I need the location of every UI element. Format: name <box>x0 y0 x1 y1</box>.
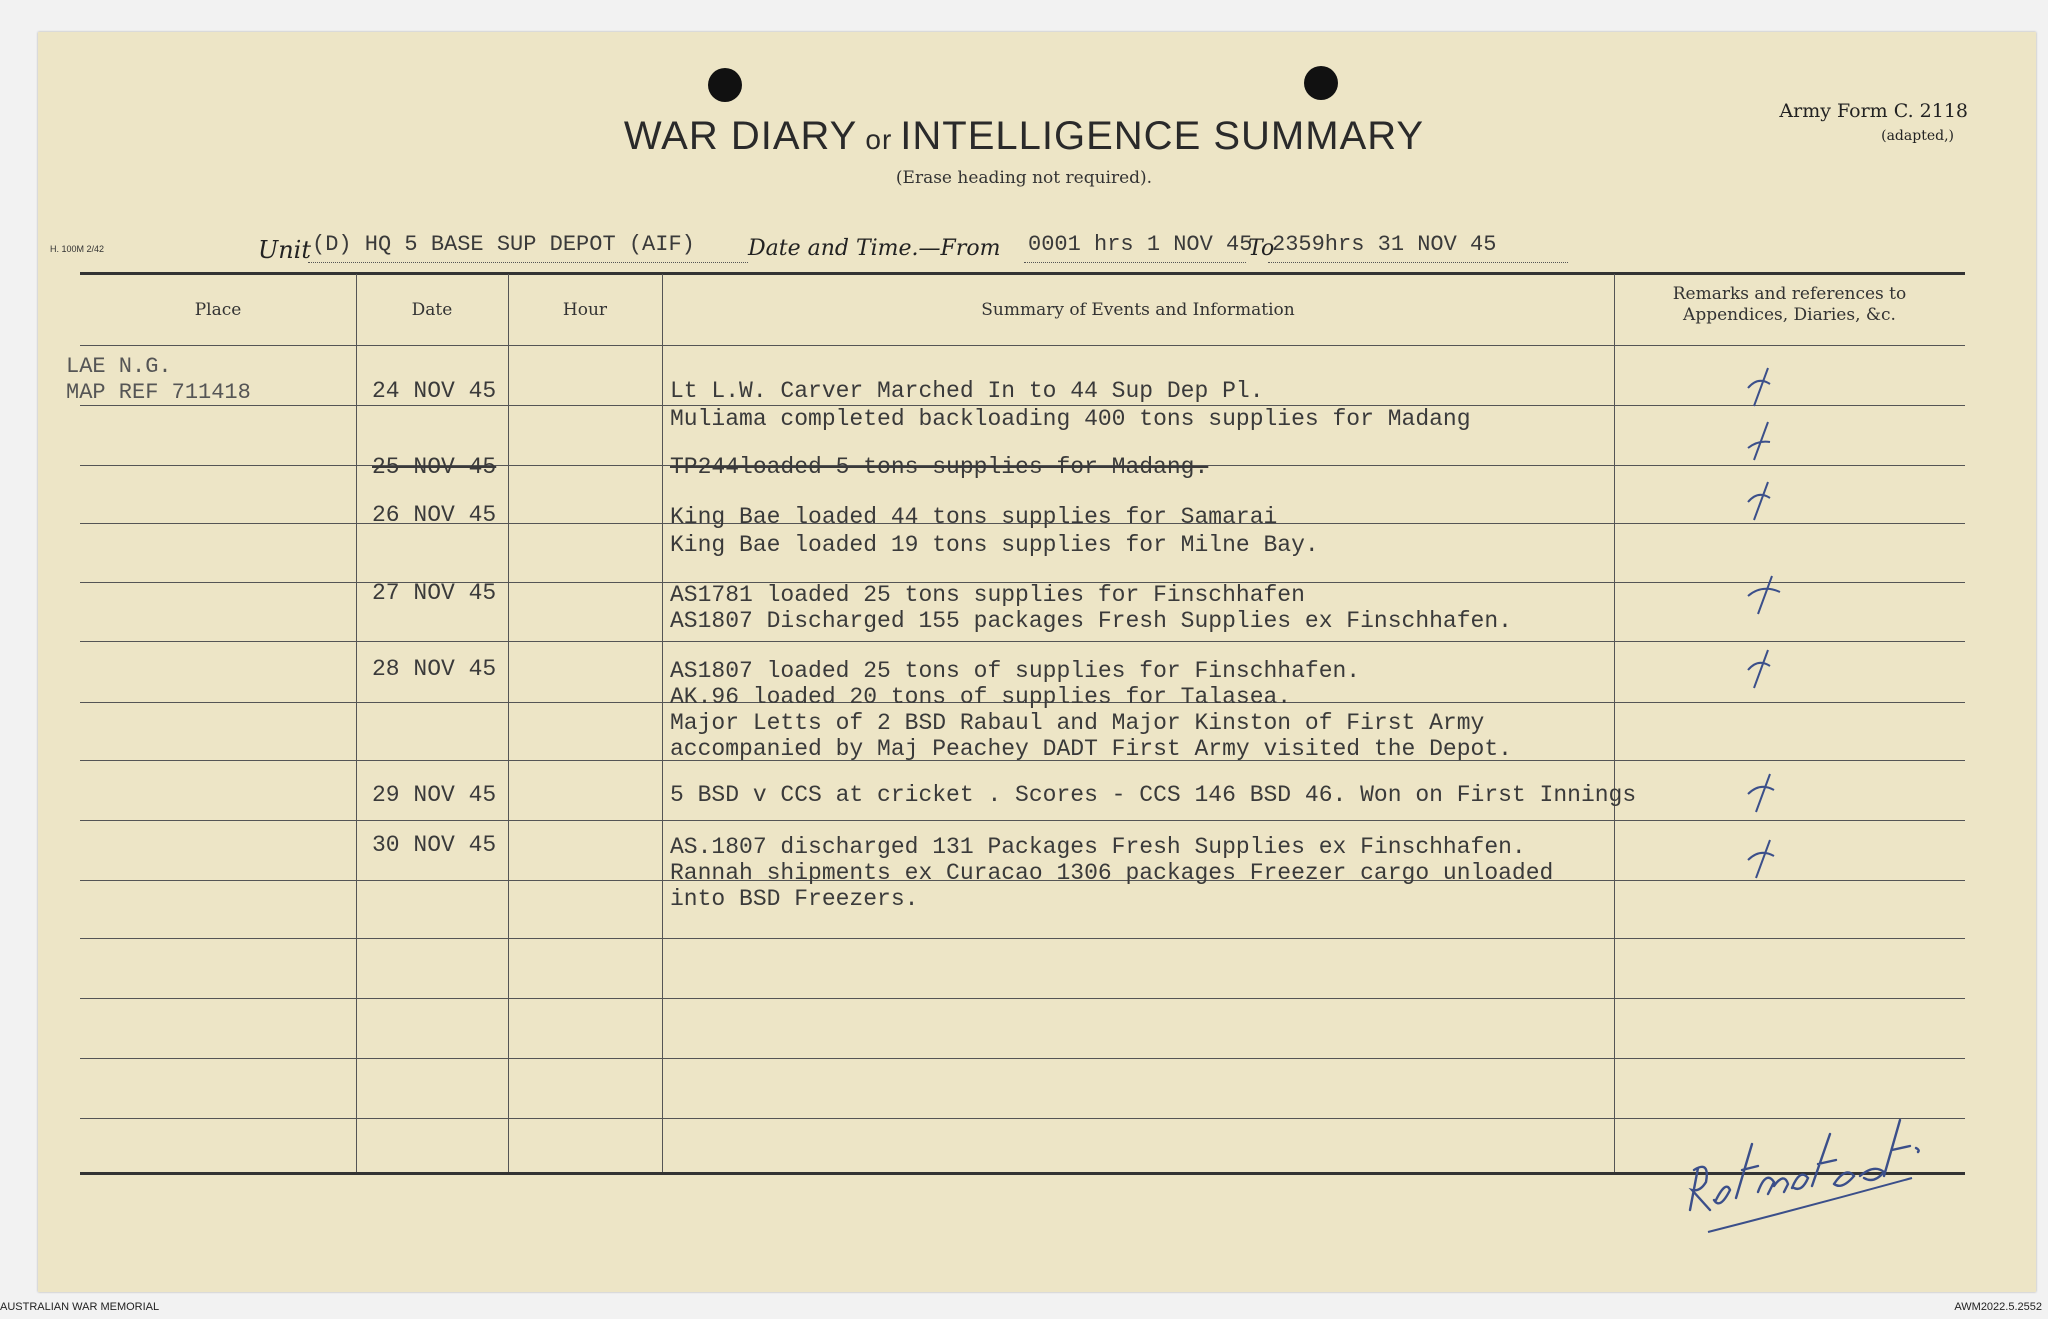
column-divider <box>662 274 663 1172</box>
archive-reference: AWM2022.5.2552 <box>1954 1301 2042 1313</box>
date-cell: 24 NOV 45 <box>372 378 497 404</box>
col-header-hour: Hour <box>562 300 608 320</box>
table-top-rule <box>80 272 1965 275</box>
summary-line: Lt L.W. Carver Marched In to 44 Sup Dep Pl. <box>670 378 1264 404</box>
summary-line: Major Letts of 2 BSD Rabaul and Major Kinston of First Army <box>670 710 1485 736</box>
place-cell: LAE N.G. MAP REF 711418 <box>66 354 251 405</box>
summary-line: AS.1807 discharged 131 Packages Fresh Supplies ex Finschhafen. <box>670 834 1526 860</box>
summary-line: AK.96 loaded 20 tons of supplies for Talasea. <box>670 684 1292 710</box>
date-time-label: Date and Time.—From <box>748 236 1001 261</box>
pencil-tick-mark <box>1744 572 1786 618</box>
date-cell: 26 NOV 45 <box>372 502 497 528</box>
unit-value: (D) HQ 5 BASE SUP DEPOT (AIF) <box>312 232 695 257</box>
pencil-tick-mark <box>1740 646 1782 692</box>
punch-hole-right <box>1304 66 1338 100</box>
pencil-tick-mark <box>1740 418 1782 464</box>
col-header-place: Place <box>194 300 242 320</box>
date-cell: 27 NOV 45 <box>372 580 497 606</box>
summary-line: into BSD Freezers. <box>670 886 919 912</box>
summary-line: King Bae loaded 19 tons supplies for Milne Bay. <box>670 532 1319 558</box>
column-divider <box>356 274 357 1172</box>
row-rule <box>80 998 1965 999</box>
summary-line: AS1807 loaded 25 tons of supplies for Finschhafen. <box>670 658 1361 684</box>
row-rule <box>80 641 1965 642</box>
date-cell: 28 NOV 45 <box>372 656 497 682</box>
row-rule <box>80 820 1965 821</box>
column-divider <box>1614 274 1615 1172</box>
col-header-remarks: Remarks and references to Appendices, Diaries, &c. <box>1672 284 1907 325</box>
summary-line: Rannah shipments ex Curacao 1306 packages Freezer cargo unloaded <box>670 860 1554 886</box>
row-rule <box>80 938 1965 939</box>
pencil-tick-mark <box>1740 478 1782 524</box>
punch-hole-left <box>708 68 742 102</box>
summary-line: King Bae loaded 44 tons supplies for Samarai <box>670 504 1278 530</box>
to-label: To <box>1248 236 1275 261</box>
from-value: 0001 hrs 1 NOV 45 <box>1028 232 1253 257</box>
to-underline <box>1268 262 1568 263</box>
summary-line: accompanied by Maj Peachey DADT First Army visited the Depot. <box>670 736 1512 762</box>
to-value: 2359hrs 31 NOV 45 <box>1272 232 1497 257</box>
column-divider <box>508 274 509 1172</box>
date-cell: 29 NOV 45 <box>372 782 497 808</box>
page-title: WAR DIARY or INTELLIGENCE SUMMARY <box>623 114 1425 158</box>
summary-line: AS1781 loaded 25 tons supplies for Finschhafen <box>670 582 1305 608</box>
row-rule <box>80 1058 1965 1059</box>
header-rule <box>80 345 1965 346</box>
summary-line: TP244loaded 5 tons supplies for Madang. <box>670 454 1209 480</box>
pencil-tick-mark <box>1740 364 1782 410</box>
col-header-summary: Summary of Events and Information <box>981 300 1295 320</box>
summary-line: AS1807 Discharged 155 packages Fresh Supplies ex Finschhafen. <box>670 608 1512 634</box>
summary-line: Muliama completed backloading 400 tons supplies for Madang <box>670 406 1471 432</box>
print-code: H. 100M 2/42 <box>50 244 105 254</box>
col-header-date: Date <box>411 300 453 320</box>
from-underline <box>1024 262 1246 263</box>
pencil-tick-mark <box>1742 770 1784 816</box>
unit-underline <box>308 262 748 263</box>
date-cell: 25 NOV 45 <box>372 454 497 480</box>
archive-credit: AUSTRALIAN WAR MEMORIAL <box>0 1301 160 1313</box>
pencil-tick-mark <box>1742 836 1784 882</box>
date-cell: 30 NOV 45 <box>372 832 497 858</box>
summary-line: 5 BSD v CCS at cricket . Scores - CCS 146 BSD 46. Won on First Innings <box>670 782 1637 808</box>
signature <box>1670 1060 1930 1240</box>
unit-label: Unit <box>258 236 312 264</box>
page-subtitle: (Erase heading not required). <box>895 168 1153 188</box>
army-form-number: Army Form C. 2118 (adapted,) <box>1779 100 1968 144</box>
